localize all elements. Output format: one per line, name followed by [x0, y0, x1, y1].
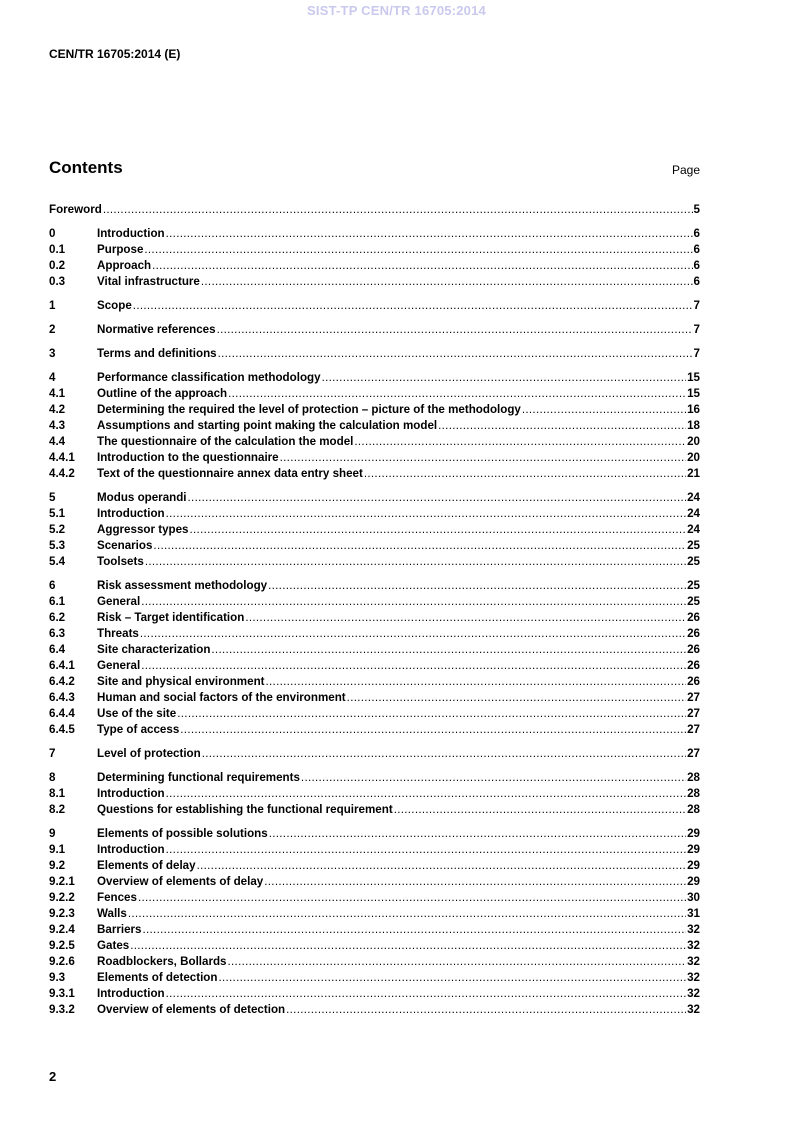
- toc-entry-page: 21: [687, 467, 700, 480]
- toc-entry[interactable]: [49, 594, 700, 610]
- toc-leader-dots: [211, 642, 686, 658]
- toc-entry-page: 27: [687, 707, 700, 720]
- toc-entry-number: 9.1: [49, 843, 66, 856]
- toc-entry-page: 24: [687, 491, 700, 504]
- toc-entry-title: Introduction: [97, 507, 165, 520]
- toc-entry-page: 7: [693, 299, 700, 312]
- toc-leader-dots: [228, 386, 686, 402]
- toc-entry-title: Fences: [97, 891, 137, 904]
- toc-entry-title: Text of the questionnaire annex data entry sheet: [97, 467, 363, 480]
- toc-entry-title: Approach: [97, 259, 152, 272]
- toc-entry-page: 5: [693, 203, 700, 216]
- toc-entry-title: Introduction: [97, 227, 165, 240]
- toc-leader-dots: [286, 1002, 686, 1018]
- toc-entry[interactable]: [49, 466, 700, 482]
- toc-leader-dots: [268, 578, 686, 594]
- toc-entry-title: Overview of elements of delay: [97, 875, 264, 888]
- toc-entry-title: Elements of possible solutions: [97, 827, 268, 840]
- toc-entry[interactable]: [49, 770, 700, 786]
- toc-entry-number: 6.4.2: [49, 675, 75, 688]
- toc-entry-title: Scenarios: [97, 539, 153, 552]
- toc-leader-dots: [190, 522, 687, 538]
- toc-leader-dots: [152, 258, 692, 274]
- toc-entry-page: 7: [693, 323, 700, 336]
- toc-entry-page: 25: [687, 539, 700, 552]
- toc-entry-title: Questions for establishing the functional requirement: [97, 803, 393, 816]
- toc-leader-dots: [197, 858, 687, 874]
- toc-entry-number: 8: [49, 771, 56, 784]
- toc-leader-dots: [145, 554, 686, 570]
- toc-entry-title: Type of access: [97, 723, 180, 736]
- toc-entry-title: Use of the site: [97, 707, 177, 720]
- toc-entry-title: Normative references: [97, 323, 216, 336]
- toc-leader-dots: [280, 450, 686, 466]
- toc-entry[interactable]: [49, 506, 700, 522]
- toc-entry-title: Overview of elements of detection: [97, 1003, 286, 1016]
- toc-entry-number: 4.3: [49, 419, 66, 432]
- toc-entry-page: 18: [687, 419, 700, 432]
- toc-entry-page: 7: [693, 347, 700, 360]
- toc-entry-title: Gates: [97, 939, 130, 952]
- toc-entry-page: 26: [687, 643, 700, 656]
- toc-entry-number: 5.3: [49, 539, 66, 552]
- toc-entry-number: 9.2.5: [49, 939, 75, 952]
- toc-entry-title: Elements of delay: [97, 859, 196, 872]
- toc-entry-number: 5.2: [49, 523, 66, 536]
- toc-entry-page: 27: [687, 723, 700, 736]
- toc-entry-page: 24: [687, 523, 700, 536]
- toc-entry-page: 27: [687, 747, 700, 760]
- toc-entry-title: Roadblockers, Bollards: [97, 955, 227, 968]
- toc-entry-page: 6: [693, 275, 700, 288]
- toc-leader-dots: [133, 298, 693, 314]
- toc-entry-page: 32: [687, 955, 700, 968]
- toc-entry-page: 29: [687, 827, 700, 840]
- contents-title: Contents: [49, 158, 123, 177]
- toc-leader-dots: [266, 674, 687, 690]
- toc-entry-number: 4: [49, 371, 56, 384]
- toc-entry-number: 9.3.2: [49, 1003, 75, 1016]
- toc-entry-number: 9.3: [49, 971, 66, 984]
- toc-entry-number: 9.3.1: [49, 987, 75, 1000]
- toc-entry-title: Vital infrastructure: [97, 275, 200, 288]
- page-number: 2: [49, 1069, 57, 1084]
- toc-entry-title: Outline of the approach: [97, 387, 228, 400]
- toc-entry-page: 26: [687, 675, 700, 688]
- toc-entry-title: Introduction: [97, 987, 165, 1000]
- toc-leader-dots: [140, 626, 686, 642]
- toc-leader-dots: [166, 506, 686, 522]
- toc-entry-page: 25: [687, 595, 700, 608]
- toc-leader-dots: [218, 970, 686, 986]
- toc-entry-number: 9.2: [49, 859, 66, 872]
- toc-leader-dots: [141, 658, 686, 674]
- toc-entry-number: 4.2: [49, 403, 66, 416]
- toc-entry[interactable]: [49, 874, 700, 890]
- toc-entry-title: Determining the required the level of protection – picture of the methodology: [97, 403, 521, 416]
- toc-leader-dots: [438, 418, 686, 434]
- toc-entry-page: 15: [687, 387, 700, 400]
- toc-entry-page: 28: [687, 771, 700, 784]
- toc-entry-title: Risk assessment methodology: [97, 579, 268, 592]
- toc-entry-number: 8.1: [49, 787, 66, 800]
- toc-leader-dots: [142, 922, 686, 938]
- toc-entry-page: 26: [687, 627, 700, 640]
- toc-leader-dots: [188, 490, 687, 506]
- toc-entry-title: Walls: [97, 907, 127, 920]
- toc-entry-title: Terms and definitions: [97, 347, 217, 360]
- toc-leader-dots: [166, 842, 686, 858]
- toc-leader-dots: [153, 538, 686, 554]
- toc-entry-number: 5.1: [49, 507, 66, 520]
- toc-entry[interactable]: [49, 554, 700, 570]
- toc-entry-number: 9.2.1: [49, 875, 75, 888]
- toc-entry-page: 29: [687, 875, 700, 888]
- toc-leader-dots: [322, 370, 687, 386]
- toc-entry-page: 25: [687, 579, 700, 592]
- toc-entry-page: 28: [687, 803, 700, 816]
- toc-entry[interactable]: [49, 642, 700, 658]
- toc-entry[interactable]: [49, 258, 700, 274]
- toc-entry[interactable]: [49, 722, 700, 738]
- toc-leader-dots: [166, 786, 686, 802]
- toc-entry[interactable]: [49, 1002, 700, 1018]
- toc-leader-dots: [269, 826, 686, 842]
- toc-entry-title: Level of protection: [97, 747, 201, 760]
- toc-entry[interactable]: [49, 538, 700, 554]
- toc-entry-number: 4.4.2: [49, 467, 75, 480]
- toc-entry-number: 9.2.2: [49, 891, 75, 904]
- toc-entry-page: 20: [687, 435, 700, 448]
- toc-entry[interactable]: [49, 986, 700, 1002]
- toc-entry-page: 32: [687, 1003, 700, 1016]
- toc-entry-title: Purpose: [97, 243, 144, 256]
- toc-leader-dots: [177, 706, 686, 722]
- toc-entry-page: 6: [693, 243, 700, 256]
- toc-entry[interactable]: [49, 842, 700, 858]
- toc-entry[interactable]: [49, 610, 700, 626]
- toc-entry-title: General: [97, 659, 141, 672]
- toc-entry-page: 24: [687, 507, 700, 520]
- toc-leader-dots: [522, 402, 686, 418]
- toc-entry-title: Modus operandi: [97, 491, 187, 504]
- toc-entry[interactable]: [49, 690, 700, 706]
- toc-entry-title: Site characterization: [97, 643, 211, 656]
- toc-entry-number: 6.4.5: [49, 723, 75, 736]
- toc-leader-dots: [201, 274, 693, 290]
- toc-leader-dots: [180, 722, 686, 738]
- toc-entry[interactable]: [49, 402, 700, 418]
- toc-entry-page: 20: [687, 451, 700, 464]
- toc-entry-title: Aggressor types: [97, 523, 189, 536]
- toc-entry[interactable]: [49, 434, 700, 450]
- toc-leader-dots: [166, 226, 693, 242]
- toc-entry[interactable]: [49, 658, 700, 674]
- toc-entry[interactable]: [49, 370, 700, 386]
- toc-entry-number: 0: [49, 227, 56, 240]
- toc-entry[interactable]: [49, 626, 700, 642]
- toc-leader-dots: [128, 906, 686, 922]
- toc-entry-number: 0.3: [49, 275, 66, 288]
- toc-entry-number: 4.4: [49, 435, 66, 448]
- toc-leader-dots: [141, 594, 686, 610]
- toc-entry[interactable]: [49, 490, 700, 506]
- toc-entry[interactable]: [49, 674, 700, 690]
- toc-entry[interactable]: [49, 826, 700, 842]
- toc-leader-dots: [245, 610, 686, 626]
- toc-entry-number: 5: [49, 491, 56, 504]
- toc-entry[interactable]: [49, 450, 700, 466]
- toc-entry-number: 8.2: [49, 803, 66, 816]
- toc-entry[interactable]: [49, 274, 700, 290]
- toc-entry-number: 3: [49, 347, 56, 360]
- toc-entry-title: General: [97, 595, 141, 608]
- toc-entry-title: Performance classification methodology: [97, 371, 321, 384]
- toc-entry-page: 32: [687, 971, 700, 984]
- toc-entry[interactable]: [49, 906, 700, 922]
- toc-entry-title: Introduction: [97, 787, 165, 800]
- toc-entry[interactable]: [49, 418, 700, 434]
- toc-entry-number: 1: [49, 299, 56, 312]
- toc-entry-number: 6.1: [49, 595, 66, 608]
- toc-entry[interactable]: [49, 858, 700, 874]
- toc-entry[interactable]: [49, 346, 700, 362]
- toc-leader-dots: [347, 690, 686, 706]
- toc-entry-page: 26: [687, 659, 700, 672]
- toc-entry-number: 5.4: [49, 555, 66, 568]
- toc-entry-number: 9: [49, 827, 56, 840]
- toc-entry-page: 30: [687, 891, 700, 904]
- toc-leader-dots: [217, 322, 693, 338]
- toc-leader-dots: [202, 746, 686, 762]
- toc-entry-page: 6: [693, 227, 700, 240]
- toc-entry-number: 9.2.4: [49, 923, 75, 936]
- toc-entry[interactable]: [49, 922, 700, 938]
- toc-entry-page: 31: [687, 907, 700, 920]
- toc-leader-dots: [103, 202, 693, 218]
- toc-entry-number: 4.1: [49, 387, 66, 400]
- toc-entry-number: 0.2: [49, 259, 66, 272]
- toc-leader-dots: [144, 242, 692, 258]
- toc-entry[interactable]: [49, 578, 700, 594]
- toc-entry-title: The questionnaire of the calculation the model: [97, 435, 354, 448]
- table-of-contents: [49, 202, 700, 1018]
- toc-entry-title: Human and social factors of the environment: [97, 691, 346, 704]
- toc-entry[interactable]: [49, 322, 700, 338]
- toc-entry[interactable]: [49, 746, 700, 762]
- toc-entry-number: 0.1: [49, 243, 66, 256]
- toc-leader-dots: [301, 770, 686, 786]
- toc-entry-number: 6.3: [49, 627, 66, 640]
- toc-entry[interactable]: [49, 226, 700, 242]
- toc-entry[interactable]: [49, 522, 700, 538]
- toc-leader-dots: [218, 346, 693, 362]
- toc-leader-dots: [138, 890, 686, 906]
- page-column-label: Page: [671, 163, 700, 177]
- toc-entry[interactable]: [49, 786, 700, 802]
- toc-entry-number: 6.4.3: [49, 691, 75, 704]
- toc-entry-number: 7: [49, 747, 56, 760]
- toc-entry-number: 9.2.6: [49, 955, 75, 968]
- toc-entry-page: 27: [687, 691, 700, 704]
- toc-entry-page: 29: [687, 859, 700, 872]
- toc-entry-page: 32: [687, 987, 700, 1000]
- toc-entry-page: 25: [687, 555, 700, 568]
- toc-leader-dots: [354, 434, 686, 450]
- toc-entry[interactable]: [49, 706, 700, 722]
- toc-leader-dots: [264, 874, 686, 890]
- toc-entry[interactable]: [49, 202, 700, 218]
- toc-entry-title: Introduction: [97, 843, 165, 856]
- toc-entry[interactable]: [49, 954, 700, 970]
- toc-entry-title: Introduction to the questionnaire: [97, 451, 279, 464]
- toc-entry-number: 6: [49, 579, 56, 592]
- toc-entry[interactable]: [49, 242, 700, 258]
- toc-entry[interactable]: [49, 386, 700, 402]
- toc-entry-number: 6.4.1: [49, 659, 75, 672]
- toc-entry-page: 15: [687, 371, 700, 384]
- toc-entry[interactable]: [49, 890, 700, 906]
- toc-entry[interactable]: [49, 298, 700, 314]
- toc-entry-title: Scope: [97, 299, 132, 312]
- toc-entry-title: Toolsets: [97, 555, 144, 568]
- toc-entry-page: 6: [693, 259, 700, 272]
- toc-entry-page: 29: [687, 843, 700, 856]
- toc-entry-number: 4.4.1: [49, 451, 75, 464]
- toc-entry-title: Assumptions and starting point making the calculation model: [97, 419, 438, 432]
- toc-entry-title: Threats: [97, 627, 139, 640]
- toc-entry[interactable]: [49, 970, 700, 986]
- toc-entry-title: Elements of detection: [97, 971, 218, 984]
- toc-entry-number: 6.2: [49, 611, 66, 624]
- toc-leader-dots: [166, 986, 686, 1002]
- toc-entry-page: 26: [687, 611, 700, 624]
- toc-entry-title: Foreword: [49, 203, 102, 216]
- toc-leader-dots: [364, 466, 686, 482]
- toc-entry-title: Barriers: [97, 923, 142, 936]
- toc-leader-dots: [228, 954, 687, 970]
- toc-entry-number: 2: [49, 323, 56, 336]
- toc-leader-dots: [394, 802, 686, 818]
- toc-entry-number: 6.4: [49, 643, 66, 656]
- toc-entry[interactable]: [49, 938, 700, 954]
- toc-entry-page: 16: [687, 403, 700, 416]
- toc-entry-number: 6.4.4: [49, 707, 75, 720]
- toc-entry-title: Determining functional requirements: [97, 771, 300, 784]
- toc-entry[interactable]: [49, 802, 700, 818]
- watermark: SIST-TP CEN/TR 16705:2014: [307, 3, 486, 18]
- toc-entry-page: 28: [687, 787, 700, 800]
- document-id-header: CEN/TR 16705:2014 (E): [49, 47, 181, 61]
- toc-entry-number: 9.2.3: [49, 907, 75, 920]
- toc-entry-title: Site and physical environment: [97, 675, 265, 688]
- toc-leader-dots: [130, 938, 686, 954]
- toc-entry-title: Risk – Target identification: [97, 611, 245, 624]
- toc-entry-page: 32: [687, 923, 700, 936]
- toc-entry-page: 32: [687, 939, 700, 952]
